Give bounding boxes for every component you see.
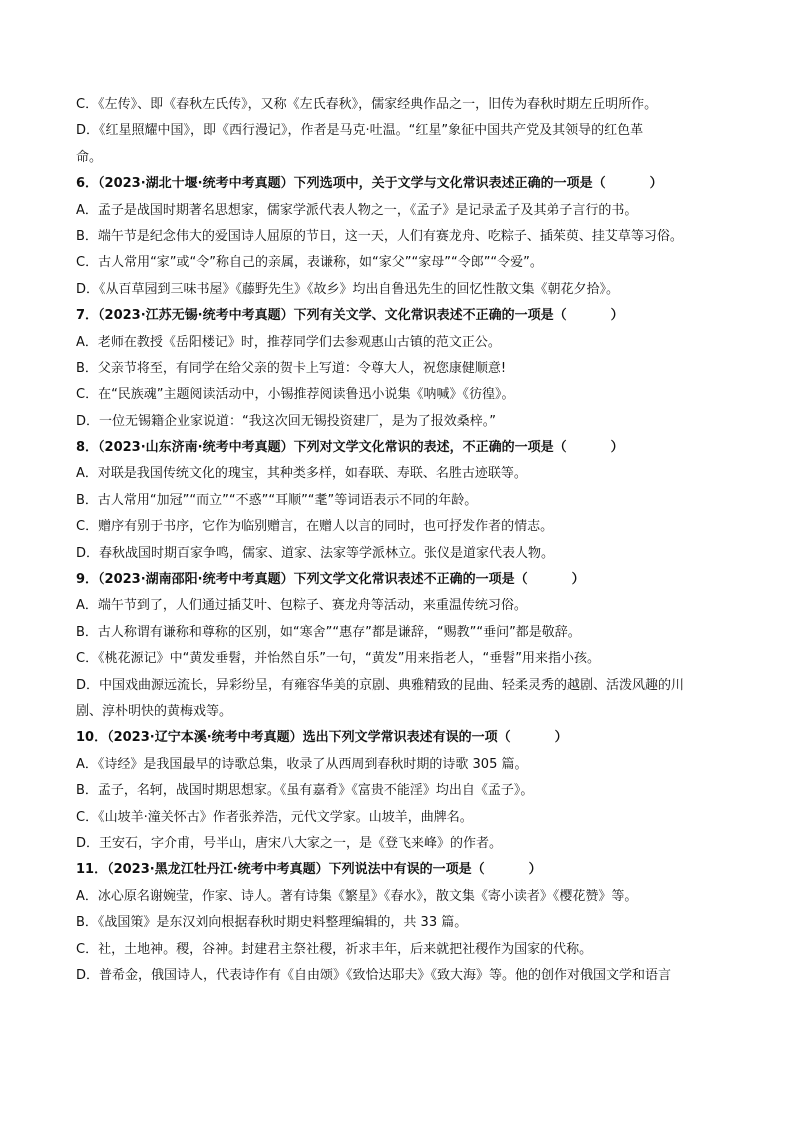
option-d-q11: D．普希金，俄国诗人，代表诗作有《自由颂》《致恰达耶夫》《致大海》等。他的创作对俄国文学和语言 [76, 967, 672, 983]
question-bracket-close: ） [554, 730, 568, 746]
question-text: 下列文学文化常识表述不正确的一项是（ [293, 572, 528, 588]
option-c-q11: C．社，土地神。稷，谷神。封建君主祭社稷，祈求丰年，后来就把社稷作为国家的代称。 [76, 941, 593, 957]
question-8-stem [76, 435, 728, 461]
option-a-q6: A．孟子是战国时期著名思想家，儒家学派代表人物之一，《孟子》是记录孟子及其弟子言行的书。 [76, 202, 638, 218]
document-page [76, 92, 728, 989]
question-text: 下列对文学文化常识的表述，不正确的一项是（ [293, 440, 567, 456]
question-text: 选出下列文学常识表述有误的一项（ [302, 730, 511, 746]
question-source: （2023·江苏无锡·统考中考真题） [98, 308, 294, 324]
question-number: 10． [76, 730, 108, 746]
option-b-q7: B．父亲节将至，有同学在给父亲的贺卡上写道：令尊大人，祝您康健顺意! [76, 360, 507, 376]
option-a-q8: A．对联是我国传统文化的瑰宝，其种类多样，如春联、寿联、名胜古迹联等。 [76, 466, 527, 482]
question-10-stem [76, 725, 728, 751]
question-source: （2023·辽宁本溪·统考中考真题） [107, 730, 303, 746]
option-c-q9: C．《桃花源记》中“黄发垂髫，并怡然自乐”一句，“黄发”用来指老人，“垂髫”用来指小孩。 [76, 651, 600, 667]
option-a-q10: A．《诗经》是我国最早的诗歌总集，收录了从西周到春秋时期的诗歌 305 篇。 [76, 756, 528, 772]
option-b-q6: B．端午节是纪念伟大的爱国诗人屈原的节日，这一天，人们有赛龙舟、吃粽子、插茱萸、挂艾草等习俗。 [76, 228, 683, 244]
option-d-q9-line2: 剧、淳朴明快的黄梅戏等。 [76, 703, 233, 719]
question-source: （2023·黑龙江牡丹江·统考中考真题） [107, 862, 329, 878]
option-c-q5: C．《左传》、即《春秋左氏传》，又称《左氏春秋》，儒家经典作品之一，旧传为春秋时期左丘明所作。 [76, 97, 658, 112]
question-bracket-close: ） [610, 440, 624, 456]
question-bracket-close: ） [610, 308, 624, 324]
option-d-q7: D．一位无锡籍企业家说道：“我这次回无锡投资建厂，是为了报效桑梓。” [76, 413, 496, 429]
question-11-stem [76, 857, 728, 883]
question-bracket-close: ） [528, 862, 542, 878]
question-number: 6． [76, 176, 99, 192]
option-b-q11: B．《战国策》是东汉刘向根据春秋时期史料整理编辑的，共 33 篇。 [76, 915, 468, 931]
option-a-q11: A．冰心原名谢婉莹，作家、诗人。著有诗集《繁星》《春水》，散文集《寄小读者》《樱花赞》等。 [76, 888, 638, 904]
option-c-q6: C．古人常用“家”或“令”称自己的亲属，表谦称，如“家父”“家母”“令郎”“令爱”。 [76, 255, 543, 271]
question-source: （2023·湖南邵阳·统考中考真题） [98, 572, 294, 588]
option-c-q10: C．《山坡羊·潼关怀古》作者张养浩，元代文学家。山坡羊，曲牌名。 [76, 809, 473, 825]
question-number: 9． [76, 572, 99, 588]
question-text: 下列有关文学、文化常识表述不正确的一项是（ [293, 308, 567, 324]
question-9-stem [76, 567, 728, 593]
option-b-q8: B．古人常用“加冠”“而立”“不惑”“耳顺”“耄”等词语表示不同的年龄。 [76, 492, 478, 508]
question-number: 11． [76, 862, 108, 878]
question-source: （2023·湖北十堰·统考中考真题） [98, 176, 294, 192]
question-number: 8． [76, 440, 99, 456]
question-6-stem [76, 171, 728, 197]
option-a-q9: A．端午节到了，人们通过插艾叶、包粽子、赛龙舟等活动，来重温传统习俗。 [76, 598, 527, 614]
option-d-q10: D．王安石，字介甫，号半山，唐宋八大家之一，是《登飞来峰》的作者。 [76, 835, 503, 851]
question-bracket-close: ） [571, 572, 585, 588]
option-c-q7: C．在“民族魂”主题阅读活动中，小锡推荐阅读鲁迅小说集《呐喊》《彷徨》。 [76, 387, 515, 403]
option-c-q8: C．赠序有别于书序，它作为临别赠言，在赠人以言的同时，也可抒发作者的情志。 [76, 519, 554, 535]
question-source: （2023·山东济南·统考中考真题） [98, 440, 294, 456]
option-a-q7: A．老师在教授《岳阳楼记》时，推荐同学们去参观惠山古镇的范文正公。 [76, 334, 501, 350]
option-b-q9: B．古人称谓有谦称和尊称的区别，如“寒舍”“惠存”都是谦辞，“赐教”“垂问”都是敬辞。 [76, 624, 581, 640]
option-d-q5-line2: 命。 [76, 149, 103, 165]
question-bracket-close: ） [649, 176, 663, 192]
option-d-q9-line1: D．中国戏曲源远流长，异彩纷呈，有雍容华美的京剧、典雅精致的昆曲、轻柔灵秀的越剧、活泼风趣的川 [76, 677, 685, 693]
option-b-q10: B．孟子，名轲，战国时期思想家。《虽有嘉肴》《富贵不能淫》均出自《孟子》。 [76, 783, 534, 799]
option-d-q8: D．春秋战国时期百家争鸣，儒家、道家、法家等学派林立。张仪是道家代表人物。 [76, 545, 555, 561]
question-number: 7． [76, 308, 99, 324]
option-d-q5-line1: D．《红星照耀中国》，即《西行漫记》，作者是马克·吐温。“红星”象征中国共产党及其领导的红色革 [76, 123, 644, 139]
question-text: 下列说法中有误的一项是（ [328, 862, 485, 878]
option-d-q6: D．《从百草园到三味书屋》《藤野先生》《故乡》均出自鲁迅先生的回忆性散文集《朝花夕拾》。 [76, 281, 620, 297]
question-7-stem [76, 303, 728, 329]
question-text: 下列选项中，关于文学与文化常识表述正确的一项是（ [293, 176, 606, 192]
